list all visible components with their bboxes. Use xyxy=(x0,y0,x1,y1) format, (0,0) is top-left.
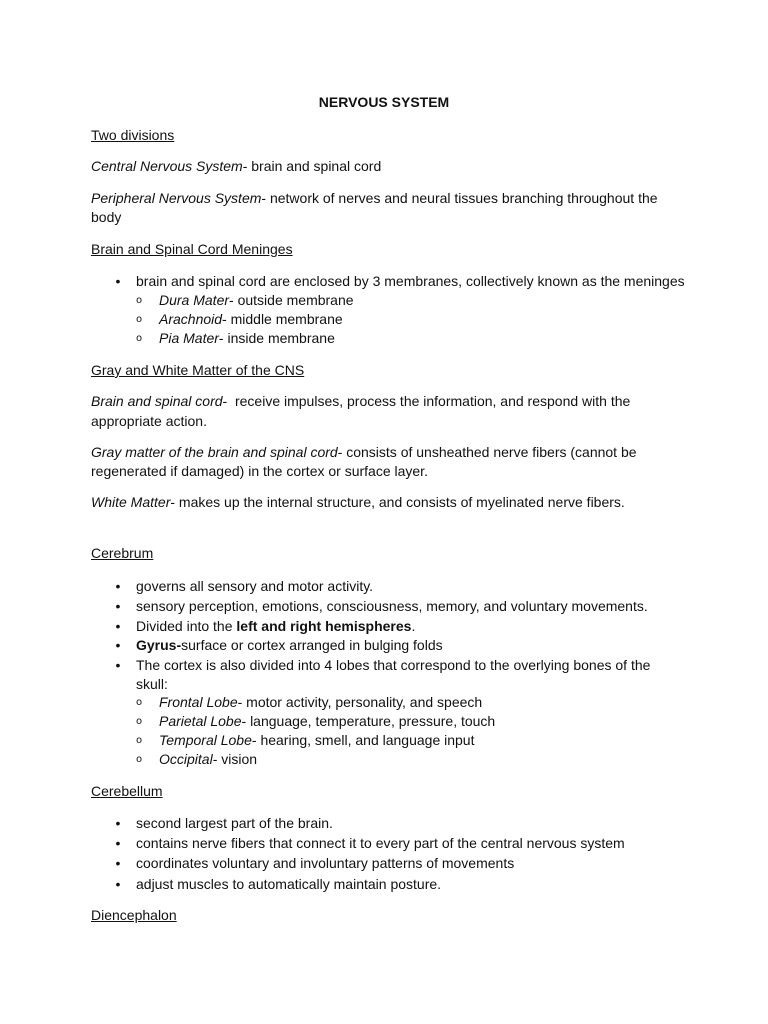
list-item: The cortex is also divided into 4 lobes that correspond to the overlying bones of the xyxy=(136,657,651,673)
heading-meninges: Brain and Spinal Cord Meninges xyxy=(91,241,293,257)
sub-bullet-marker: o xyxy=(136,754,143,765)
bullet-marker: • xyxy=(115,815,121,831)
sub-list-item: Pia Mater- inside membrane xyxy=(159,330,335,346)
list-item: adjust muscles to automatically maintain posture. xyxy=(136,876,442,892)
bullet-marker: • xyxy=(115,598,121,614)
sub-bullet-marker: o xyxy=(136,735,143,746)
list-item-continuation: skull: xyxy=(136,676,168,692)
sub-list-item: Arachnoid- middle membrane xyxy=(159,311,343,327)
bullet-marker: • xyxy=(115,657,121,673)
heading-diencephalon: Diencephalon xyxy=(91,907,177,923)
heading-cerebrum: Cerebrum xyxy=(91,545,154,561)
document-title: NERVOUS SYSTEM xyxy=(318,94,450,110)
list-item: Gyrus-surface or cortex arranged in bulging folds xyxy=(136,637,443,653)
heading-cerebellum: Cerebellum xyxy=(91,783,163,799)
sub-bullet-marker: o xyxy=(136,314,143,325)
bullet-marker: • xyxy=(115,618,121,634)
sub-bullet-marker: o xyxy=(136,697,143,708)
term-pns: Peripheral Nervous System xyxy=(91,190,262,206)
list-item: Divided into the left and right hemispheres. xyxy=(136,618,416,634)
list-item: governs all sensory and motor activity. xyxy=(136,578,374,594)
sub-list-item: Temporal Lobe- hearing, smell, and language input xyxy=(159,732,475,748)
list-item: brain and spinal cord are enclosed by 3 membranes, collectively known as the meninges xyxy=(136,273,685,289)
paragraph-brain-spinal-line1: Brain and spinal cord- receive impulses, process the information, and respond with the xyxy=(91,393,631,409)
sub-bullet-marker: o xyxy=(136,716,143,727)
sub-list-item: Dura Mater- outside membrane xyxy=(159,292,354,308)
sub-list-item: Parietal Lobe- language, temperature, pressure, touch xyxy=(159,713,496,729)
list-item: coordinates voluntary and involuntary patterns of movements xyxy=(136,855,515,871)
list-item: contains nerve fibers that connect it to every part of the central nervous system xyxy=(136,835,625,851)
sub-bullet-marker: o xyxy=(136,295,143,306)
bullet-marker: • xyxy=(115,637,121,653)
paragraph-white-matter: White Matter- makes up the internal structure, and consists of myelinated nerve fibers. xyxy=(91,494,625,510)
paragraph-gray-matter-line2: regenerated if damaged) in the cortex or surface layer. xyxy=(91,463,428,479)
paragraph-cns: Central Nervous System- brain and spinal cord xyxy=(91,158,382,174)
list-item: sensory perception, emotions, consciousness, memory, and voluntary movements. xyxy=(136,598,648,614)
bullet-marker: • xyxy=(115,855,121,871)
sub-bullet-marker: o xyxy=(136,333,143,344)
list-item: second largest part of the brain. xyxy=(136,815,333,831)
bullet-marker: • xyxy=(115,273,121,289)
bullet-marker: • xyxy=(115,835,121,851)
paragraph-gray-matter-line1: Gray matter of the brain and spinal cord- consists of unsheathed nerve fibers (cannot be xyxy=(91,444,637,460)
heading-gray-white-matter: Gray and White Matter of the CNS xyxy=(91,362,305,378)
sub-list-item: Occipital- vision xyxy=(159,751,258,767)
heading-two-divisions: Two divisions xyxy=(91,127,175,143)
bullet-marker: • xyxy=(115,876,121,892)
paragraph-pns-line2: body xyxy=(91,209,122,225)
sub-list-item: Frontal Lobe- motor activity, personality, and speech xyxy=(159,694,483,710)
paragraph-brain-spinal-line2: appropriate action. xyxy=(91,413,207,429)
bullet-marker: • xyxy=(115,578,121,594)
paragraph-pns-line1: Peripheral Nervous System- network of nerves and neural tissues branching throughout the xyxy=(91,190,658,206)
term-cns: Central Nervous System xyxy=(91,158,243,174)
